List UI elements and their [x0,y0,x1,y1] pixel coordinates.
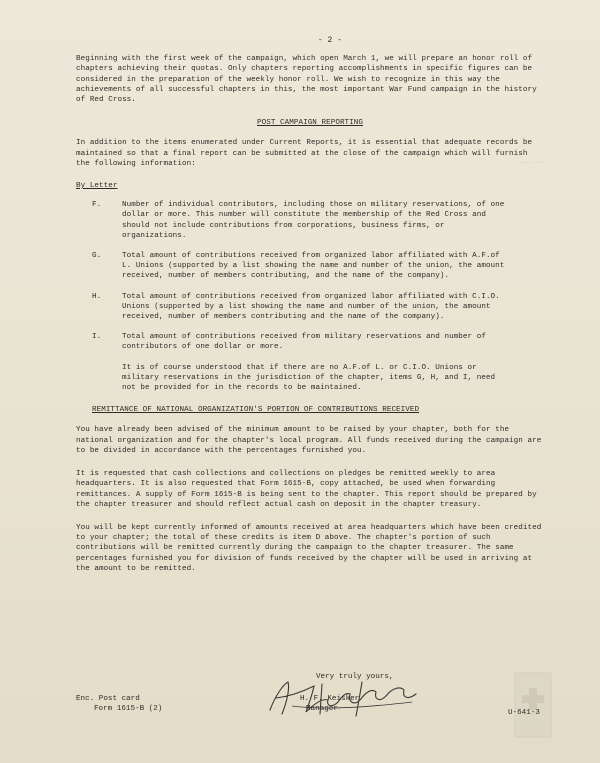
enclosures [76,694,226,714]
valediction: Very truly yours, [316,673,394,681]
item-letter: H. [92,292,102,301]
post-campaign-paragraph: In addition to the items enumerated under Current Reports, it is essential that adequate records be maintained so that a final report can be submitted at the close of the campaign which will furnish the following information: [76,139,533,168]
faded-emblem [514,672,552,738]
bleed-through: ─── ── [520,160,546,168]
item-letter: G. [92,252,102,261]
remittance-paragraph-1: You have already been advised of the minimum amount to be raised by your chapter, both for the national organization and for the chapter's local program. All funds received during the campaign are to be divided in accordance with the percentages furnished you. [76,426,542,455]
list-item-f [76,200,544,241]
remittance-paragraph-3: You will be kept currently informed of amounts received at area headquarters which have been credited to your chapter; the total of these credits is item D above. The chapter's portion of such contributions will be remitted currently during the campaign to the chapter treasurer. The same percentages furnished you for division of funds received by the chapter will be used in arriving at the amount to be remitted. [76,523,542,573]
enclosure-line-2: Form 1615-B (2) [94,705,163,714]
list-item-h [76,292,544,323]
remittance-paragraph-2: It is requested that cash collections and collections on pledges be remitted weekly to area headquarters. It is also requested that Form 1615-B, copy attached, be used when forwarding remittances. A supply of Form 1615-B is being sent to the chapter. This report should be prepared by the chapter treasurer and should reflect actual cash on deposit in the chapter treasury. [76,470,537,509]
signer-block [290,694,410,714]
item-text: Total amount of contributions received from organized labor affiliated with C.I.O. Unions (supported by a list showing the name and number of the union, the amount received, number of members contributing and the name of the company). [122,292,500,322]
section-heading-remittance: REMITTANCE OF NATIONAL ORGANIZATION'S PORTION OF CONTRIBUTIONS RECEIVED [92,406,420,415]
item-text: Total amount of contributions received from military reservations and number of contributors of one dollar or more. [122,333,486,352]
list-item-i [76,332,544,352]
item-text: Number of individual contributors, including those on military reservations, of one dollar or more. This number will constitute the membership of the Red Cross and should not include contributions from corporations, business firms, or organizations. [122,201,505,240]
item-letter: F. [92,201,102,210]
enclosure-line-1: Enc. Post card [76,695,140,703]
signer-name: H. F. Keisker [300,695,360,703]
item-letter: I. [92,333,102,342]
intro-paragraph: Beginning with the first week of the campaign, which open March 1, we will prepare an honor roll of chapters achieving their quotas. Only chapters reporting accomplishments in specific figures can be considered in the preparation of the weekly honor roll. We wish to recognize in this way the achievements of all successful chapters in this, the most important War Fund campaign in the history of Red Cross. [76,55,537,105]
list-item-g [76,251,544,282]
section-heading-post-campaign: POST CAMPAIGN REPORTING [257,119,363,128]
signer-title: Manager [306,705,338,714]
page-number: - 2 - [317,36,343,45]
reference-code: U-641-3 [508,709,540,717]
item-text: Total amount of contributions received from organized labor affiliated with A.F.of L. Unions (supported by a list showing the name and number of the union, the amount received, number of members contributing, and the name of the company). [122,252,505,281]
letter-body [76,36,544,587]
items-note: It is of course understood that if there are no A.F.of L. or C.I.O. Unions or military reservations in the jurisdiction of the chapter, items G, H, and I, need not be provided for in the records to be maintained. [122,363,496,393]
by-letter-heading: By Letter [76,182,118,191]
